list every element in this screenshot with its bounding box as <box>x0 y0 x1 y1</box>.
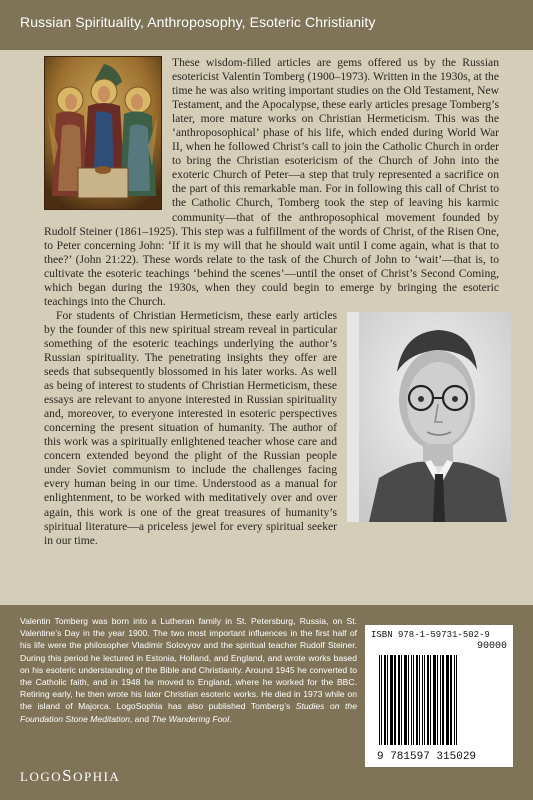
trinity-icon-graphic <box>44 56 162 210</box>
barcode-bar <box>440 655 441 745</box>
barcode-bar <box>401 655 402 745</box>
barcode-bar <box>387 655 388 745</box>
barcode-bar <box>422 655 423 745</box>
price-code: 90000 <box>476 641 507 652</box>
barcode-bar <box>456 655 457 745</box>
barcode-bar <box>394 655 396 745</box>
publisher-logo: LOGOSOPHIA <box>20 766 121 785</box>
barcode-bar <box>416 655 418 745</box>
barcode-bar <box>446 655 449 745</box>
barcode-bar <box>419 655 420 745</box>
description-paragraph: For students of Christian Hermeticism, these early articles by the founder of this new spiritual stream reveal in particular something of the esoteric teachings underlying the author’s Russian spirituality. The penetrating insights they offer are seeds that subsequently blossomed in his later works. As well as being of interest to students of Christian Hermeticism, these essays are relevant to anyone interested in Russian spirituality and, moreover, to everyone interested in esoteric perspectives concerning the present situation of humanity. The author of this work was a spiritually enlightened teacher whose care and concern extended beyond the plight of the Russian people under Soviet communism to include the challenges facing every human being in our time. Understood as a manual for enlightenment, to be worked with meditatively over and over again, this work is one of the great treasures of humanity’s spiritual literature—a priceless jewel for every spiritual seeker in our time. <box>44 309 499 548</box>
description-paragraph: These wisdom-filled articles are gems offered us by the Russian esotericist Valentin Tomberg (1900–1973). Written in the 1930s, at the time he was also writing important studies on the Old Testament, New Testament, and the Apocalypse, these early articles presage Tomberg’s later, more mature works on Christian Hermeticism. This was the ‘anthroposophical’ phase of his life, which ended during World War II, when he followed Christ’s call to join the Catholic Church in order to bring the Christian esotericism of the Church of John into the exoteric Church of Peter—a step that truly represented a sacrifice on the part of this remarkable man. For in following this call of Christ to the Catholic Church, Tomberg took the step of leaving his karmic community—that of the anthroposophical movement founded by Rudolf Steiner (1861–1925). This step was a fulfillment of the words of Christ, of the Risen One, to Peter concerning John: ‘If it is my will that he should wait until I come again, what is that to thee?’ (John 21:22). These words relate to the task of the Church of John to ‘wait’—that is, to cultivate the esoteric teachings ‘behind the scenes’—until the onset of Christ’s Second Coming, which began during the 1930s, when they could begin to emerge by bringing the esoteric teachings into the Church. <box>44 56 499 308</box>
description-text <box>44 56 499 548</box>
portrait-graphic <box>359 312 511 522</box>
isbn-digits: 9 781597 315029 <box>377 750 477 763</box>
barcode-bar <box>413 655 414 745</box>
barcode-bar <box>408 655 409 745</box>
barcode-bar <box>390 655 393 745</box>
bio-title-1: Studies on the Foundation Stone Meditation <box>20 701 357 724</box>
barcode-bars <box>365 625 513 767</box>
barcode-bar <box>411 655 412 745</box>
trinity-icon-image <box>44 56 162 210</box>
barcode-bar <box>398 655 400 745</box>
bio-end: . <box>229 713 232 724</box>
barcode-bar <box>430 655 431 745</box>
author-portrait <box>347 312 499 522</box>
barcode-bar <box>424 655 425 745</box>
author-bio <box>20 615 513 771</box>
barcode-bar <box>442 655 444 745</box>
barcode-bar <box>454 655 455 745</box>
series-title: Russian Spirituality, Anthroposophy, Esoteric Christianity <box>20 14 376 30</box>
barcode-bar <box>384 655 386 745</box>
isbn-barcode <box>365 625 513 767</box>
bio-joiner: , and <box>129 713 152 724</box>
barcode-bar <box>381 655 382 745</box>
barcode-bar <box>404 655 407 745</box>
barcode-bar <box>433 655 436 745</box>
bio-text: Valentin Tomberg was born into a Lutheran family in St. Petersburg, Russia, on St. Valentine’s Day in the year 1900. The two most important influences in the first half of his life were the philosopher Vladimir Solovyov and the spiritual teacher Rudolf Steiner. During this period he lectured in Estonia, Holland, and England, and wrote works based on his esoteric understanding of the Bible and Christianity. Around 1945 he converted to the Catholic faith, and in 1948 he moved to England, where he worked for the BBC. Retiring early, he then wrote his later Christian esoteric works. He died in 1973 while on the island of Majorca. LogoSophia has also published Tomberg’s <box>20 616 357 712</box>
bio-title-2: The Wandering Fool <box>151 713 230 724</box>
barcode-bar <box>379 655 380 745</box>
isbn-label: ISBN 978-1-59731-502-9 <box>371 630 490 640</box>
barcode-bar <box>450 655 452 745</box>
barcode-bar <box>437 655 438 745</box>
barcode-bar <box>427 655 429 745</box>
